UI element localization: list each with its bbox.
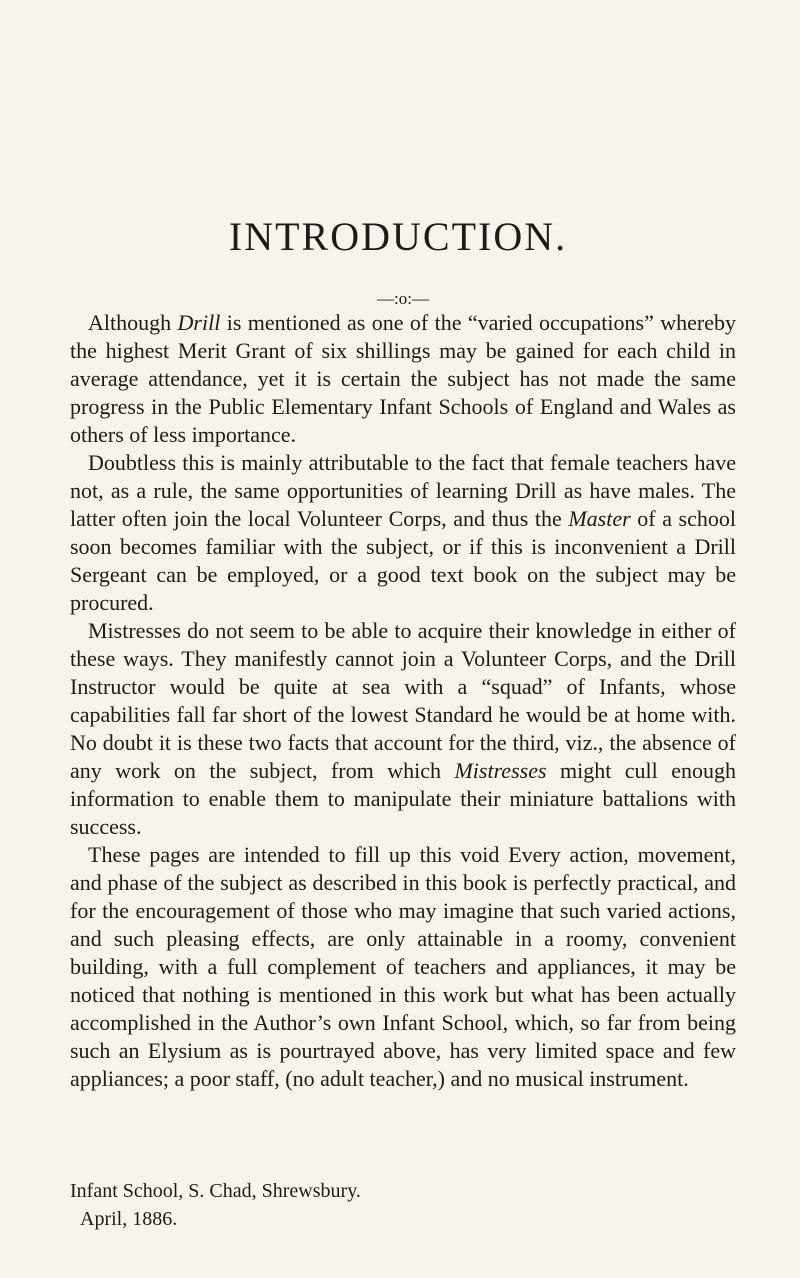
italic-term: Drill (177, 310, 221, 335)
italic-term: Master (568, 506, 631, 531)
signature-place: Infant School, S. Chad, Shrewsbury. (70, 1180, 361, 1202)
paragraph-text: of a school soon becomes familiar with the subject, or if this is inconvenient a Drill Sergeant can be employed, or a good text book on the subject may be procured. (70, 506, 736, 615)
signature-block (70, 1177, 736, 1233)
paragraph-3 (70, 617, 736, 841)
italic-term: Mistresses (454, 758, 547, 783)
paragraph-text: might cull enough information to enable them to manipulate their miniature battalions with success. (70, 758, 737, 839)
paragraph-text: Although (88, 310, 178, 335)
paragraph-2 (70, 449, 736, 617)
page-title: INTRODUCTION. (228, 214, 568, 259)
signature-date: April, 1886. (80, 1208, 178, 1230)
paragraph-text: These pages are intended to fill up this void Every action, movement, and phase of the subject as described in this book is perfectly practical, and for the encouragement of those who may imagine that such varied actions, and such pleasing effects, are only attainable in a roomy, convenient building, with a full complement of teachers and appliances, it may be noticed that nothing is mentioned in this work but what has been actually accomplished in the Author’s own Infant School, which, so far from being such an Elysium as is pourtrayed above, has very limited space and few appliances; a poor staff, (no adult teacher,) and no musical instrument. (70, 842, 736, 1091)
ornamental-divider: —:o:— (377, 289, 429, 308)
paragraph-4 (70, 841, 736, 1093)
paragraph-1 (70, 309, 736, 449)
paragraph-text: Doubtless this is mainly attributable to the fact that female teachers have not, as a rule, the same opportunities of learning Drill as have males. The latter often join the local Volunteer Corps, and thus the (70, 450, 736, 531)
introduction-body (70, 309, 736, 1093)
paragraph-text: is mentioned as one of the “varied occupations” whereby the highest Merit Grant of six shillings may be gained for each child in average attendance, yet it is certain the subject has not made the same progress in the Public Elementary Infant Schools of England and Wales as others of less importance. (70, 310, 736, 447)
paragraph-text: Mistresses do not seem to be able to acquire their knowledge in either of these ways. They manifestly cannot join a Volunteer Corps, and the Drill Instructor would be quite at sea with a “squad” of Infants, whose capabilities fall far short of the lowest Standard he would be at home with. No doubt it is these two facts that account for the third, viz., the absence of any work on the subject, from which (70, 618, 736, 783)
